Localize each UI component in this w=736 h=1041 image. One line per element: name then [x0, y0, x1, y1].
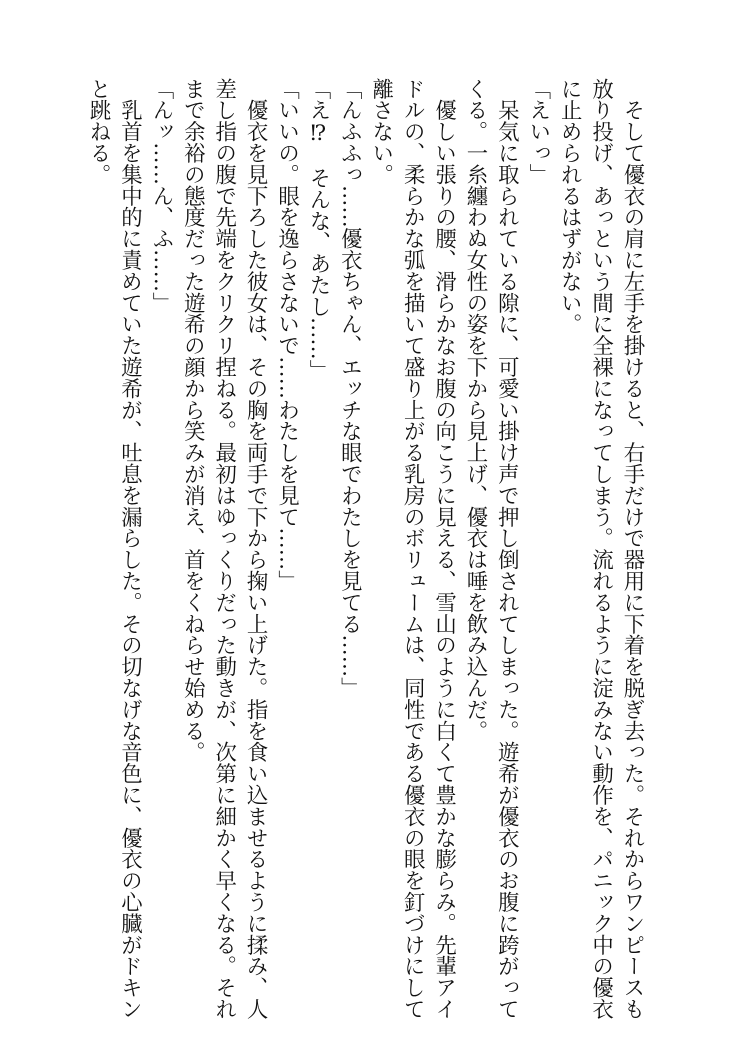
text-line-12: 「いいの。眼を逸らさないで……わたしを見て……」: [274, 78, 300, 592]
text-line-5: 呆気に取られている隙に、可愛い掛け声で押し倒されてしまった。遊希が優衣のお腹に跨がって: [494, 78, 520, 1020]
text-line-8: ドルの、柔らかな弧を描いて盛り上がる乳房のボリュームは、同性である優衣の眼を釘づけにして: [400, 78, 426, 1020]
text-line-2: 放り投げ、あっという間に全裸になってしまう。流れるように淀みない動作を、パニック中の優衣: [588, 78, 614, 1020]
text-line-15: まで余裕の態度だった遊希の顔から笑みが消え、首をくねらせ始める。: [180, 78, 206, 763]
text-line-4: 「えいっ」: [525, 78, 551, 185]
text-line-13: 優衣を見下ろした彼女は、その胸を両手で下から掬い上げた。指を食い込ませるように揉み、人: [243, 78, 269, 1020]
text-line-14: 差し指の腹で先端をクリクリ捏ねる。最初はゆっくりだった動きが、次第に細かく早くなる。それ: [211, 78, 237, 1020]
text-line-11: 「え⁉ そんな、あたし……」: [305, 78, 331, 382]
text-line-6: くる。一糸纏わぬ女性の姿を下から見上げ、優衣は唾を飲み込んだ。: [462, 78, 488, 742]
text-line-3: に止められるはずがない。: [557, 78, 583, 335]
vertical-text-body: [83, 78, 648, 1020]
text-line-16: 「んッ……ん、ふ……」: [148, 78, 174, 314]
text-line-10: 「んふふっ……優衣ちゃん、エッチな眼でわたしを見てる……」: [337, 78, 363, 699]
text-line-18: と跳ねる。: [86, 78, 112, 185]
text-line-7: 優しい張りの腰、滑らかなお腹の向こうに見える、雪山のように白くて豊かな膨らみ。先輩アイ: [431, 78, 457, 1020]
text-line-1: そして優衣の肩に左手を掛けると、右手だけで器用に下着を脱ぎ去った。それからワンピースも: [620, 78, 645, 1020]
text-line-9: 離さない。: [368, 78, 394, 185]
text-line-17: 乳首を集中的に責めていた遊希が、吐息を漏らした。その切なげな音色に、優衣の心臓がドキン: [117, 78, 143, 1020]
